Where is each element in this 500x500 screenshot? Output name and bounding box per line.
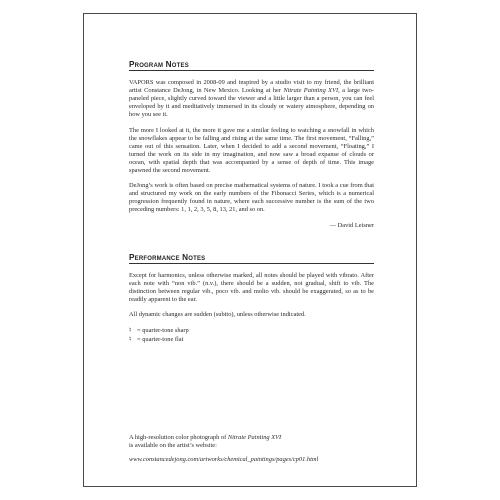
footer-note (129, 434, 389, 464)
artist-website-link[interactable]: www.constancedejong.com/artworks/chemical_paintings/pages/cp01.html (129, 456, 319, 464)
program-notes-heading: Program Notes (129, 61, 374, 71)
performance-notes-paragraph-1: Except for harmonics, unless otherwise marked, all notes should be played with vibrato. After each note with “non vib.” (n.v.), there should be a sudden, not gradual, shift to vib. The distinction between regular vib., poco vib. and molto vib. should be exaggerated, so as to be readily apparent to the ear. (129, 271, 374, 303)
quarter-tone-sharp-icon: ♮ (129, 326, 132, 335)
document-page (83, 13, 417, 487)
quarter-tone-sharp-legend: ♮ = quarter-tone sharp (129, 326, 189, 335)
performance-notes-paragraph-2: All dynamic changes are sudden (subito), unless otherwise indicated. (129, 311, 306, 319)
painting-title: Nitrate Painting XVI (283, 87, 339, 95)
footer-line-1: A high-resolution color photograph of Nitrate Painting XVI (129, 434, 282, 441)
quarter-tone-flat-icon: ♮ (129, 335, 132, 344)
program-notes-paragraph-1: VAPORS was composed in 2008-09 and inspired by a studio visit to my friend, the brilliant artist Constance DeJong, in New Mexico. Looking at her Nitrate Painting XVI, a large two-paneled piece, slightly curved toward the viewer and a little larger than a person, you can feel enveloped by it and meditatively immersed in its cloudy or watery atmosphere, depending on how you see it. (129, 79, 374, 119)
footer-line-2: is available on the artist’s website: (129, 442, 217, 450)
performance-notes-heading: Performance Notes (129, 254, 374, 264)
quarter-tone-flat-legend: ♮ = quarter-tone flat (129, 335, 184, 344)
page-content (129, 61, 374, 344)
program-notes-paragraph-2: The more I looked at it, the more it gave me a similar feeling to watching a snowfall in which the snowflakes appear to be falling and rising at the same time. The first movement, “Falling,” came out of this sensation. Later, when I decided to add a second movement, “Floating,” I turned the work on its side in my imagination, and now saw a broad expanse of clouds or ocean, with spatial depth that was accompanied by a sense of depth of time. This image spawned the second movement. (129, 126, 374, 175)
signature: — David Leisner (329, 221, 374, 229)
program-notes-paragraph-3: DeJong’s work is often based on precise mathematical systems of nature. I took a cue from that and structured my work on the early numbers of the Fibonacci Series, which is a numerical progression frequently found in nature, where each successive number is the sum of the two preceding numbers: 1, 1, 2, 3, 5, 8, 13, 21, and so on. (129, 182, 374, 214)
